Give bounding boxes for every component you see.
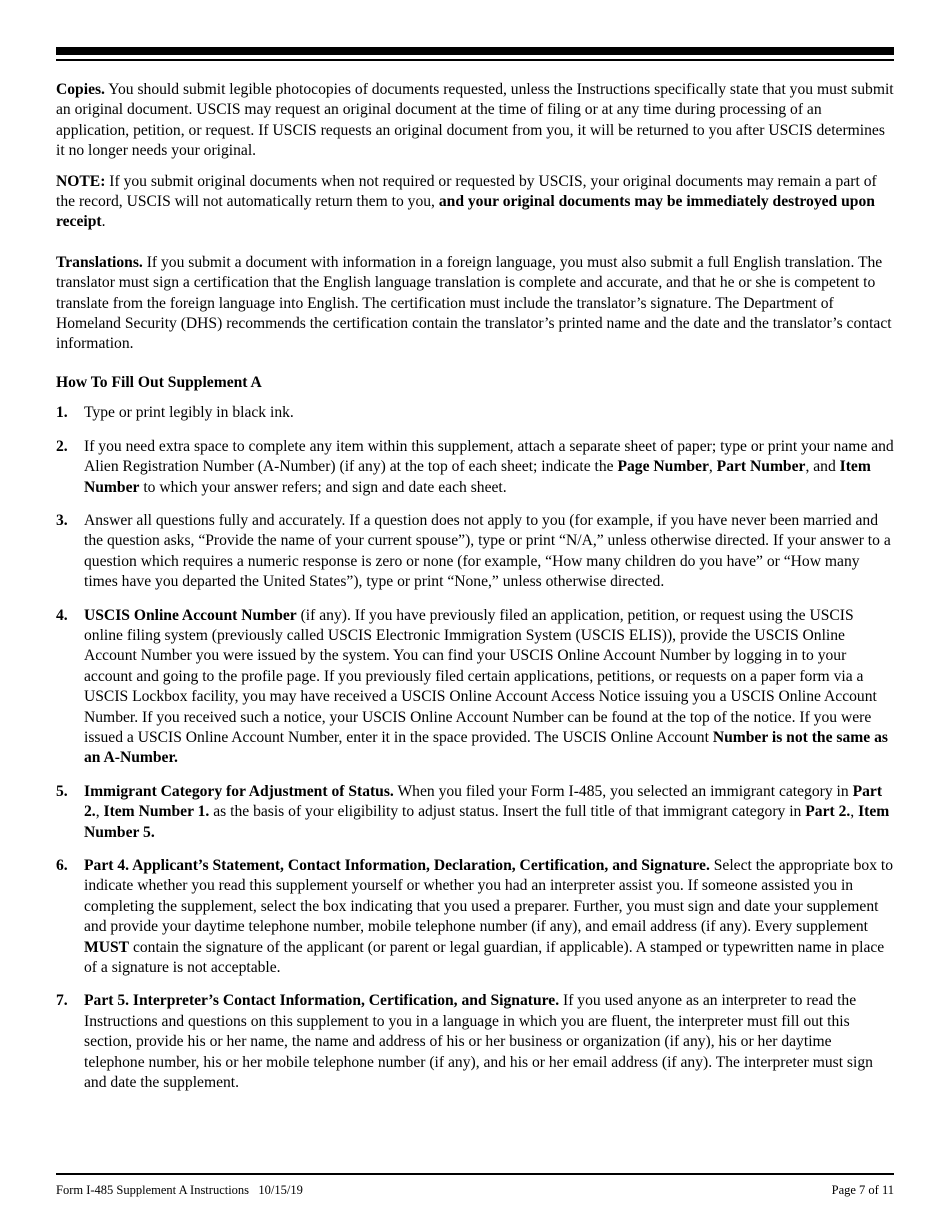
copies-text: You should submit legible photocopies of documents requested, unless the Instructions specifically state that you must submit an original document. USCIS may request an original document at the time of filing or at any time during processing of an application, petition, or request. If USCIS requests an original document from you, it will be returned to you after USCIS determines it no longer needs your original. (56, 81, 894, 160)
item-bold-text: MUST (84, 938, 130, 956)
list-item (56, 856, 894, 978)
item-text: Answer all questions fully and accurately. If a question does not apply to you (for example, if you have never been married and the question asks, “Provide the name of your current spouse”), type or print “N/A,” unless otherwise directed. If your answer to a question which requires a numeric response is zero or none (for example, “How many children do you have” or “How many times have you departed the United States”), type or print “None,” unless otherwise directed. (84, 511, 891, 591)
translations-paragraph (56, 253, 894, 355)
item-text: , (850, 803, 859, 821)
item-number: 7. (56, 992, 68, 1010)
item-text: , (708, 458, 717, 476)
list-item (56, 606, 894, 769)
item-number: 2. (56, 437, 68, 455)
item-text: If you need extra space to complete any item within this supplement, attach a separate sheet of paper; type or print your name and Alien Registration Number (A-Number) (if any) at the top of each sheet; indicate the (84, 437, 894, 476)
list-item (56, 782, 894, 843)
footer-form-id: Form I-485 Supplement A Instructions 10/15/19 (56, 1183, 303, 1197)
item-bold-text: Part Number (716, 458, 806, 476)
list-item (56, 511, 894, 593)
item-text: , (95, 803, 104, 821)
item-text: If you used anyone as an interpreter to read the Instructions and questions on this supplement to you in a language in which you are fluent, the interpreter must fill out this section, provide his or her name, the name and address of his or her business or organization (if any), his or her daytime telephone number, his or her mobile telephone number (if any), and his or her email address (if any). The interpreter must sign and date the supplement. (84, 992, 873, 1092)
item-text: Select the appropriate box to indicate whether you read this supplement yourself or whether you had an interpreter assist you. If someone assisted you in completing the supplement, select the box indicating that you used a preparer. Further, you must sign and date your supplement and provide your daytime telephone number, mobile telephone number (if any), and email address (if any). Every supplement (84, 857, 894, 936)
item-text: to which your answer refers; and sign and date each sheet. (139, 478, 507, 496)
item-bold-text: Part 2. (805, 803, 851, 821)
footer-rule (56, 1173, 894, 1175)
item-bold-text: Item Number 5. (84, 803, 890, 841)
item-bold-text: Part 4. Applicant’s Statement, Contact Information, Declaration, Certification, and Signature. (84, 857, 710, 874)
list-item (56, 991, 894, 1093)
item-bold-text: Immigrant Category for Adjustment of Status. (84, 782, 394, 800)
item-bold-text: Number is not the same as an A-Number. (84, 728, 888, 767)
item-bold-text: Item Number 1. (103, 803, 210, 821)
translations-label: Translations. (56, 253, 143, 271)
translations-text: If you submit a document with information in a foreign language, you must also submit a full English translation. The translator must sign a certification that the English language translation is complete and accurate, and that he or she is competent to translate from the foreign language into English. The certification must include the translator’s signature. The Department of Homeland Security (DHS) recommends the certification contain the translator’s printed name and the date and the translator’s contact information. (56, 253, 892, 353)
item-number: 4. (56, 606, 68, 624)
note-paragraph (56, 172, 894, 233)
item-bold-text: Item Number (84, 458, 871, 496)
note-text: If you submit original documents when not required or requested by USCIS, your original documents may remain a part of the record, USCIS will not automatically return them to you, (56, 172, 877, 211)
item-text: When you filed your Form I-485, you selected an immigrant category in (393, 782, 853, 800)
item-number: 1. (56, 404, 68, 422)
item-text: (if any). If you have previously filed an application, petition, or request using the USCIS online filing system (previously called USCIS Electronic Immigration System (USCIS ELIS)), provide the USCIS Online Account Number you were issued by the system. You can find your USCIS Online Account Number by logging in to your account and going to the profile page. If you previously filed certain applications, petitions, or requests on a paper form via a USCIS Lockbox facility, you may have received a USCIS Online Account Access Notice issuing you a USCIS Online Account Number. If you received such a notice, your USCIS Online Account Number can be found at the top of the notice. If you were issued a USCIS Online Account Number, enter it in the space provided. The USCIS Online Account (84, 606, 877, 746)
item-bold-text: Part 5. Interpreter’s Contact Information, Certification, and Signature. (84, 992, 560, 1010)
note-label: NOTE: (56, 172, 106, 190)
item-text: as the basis of your eligibility to adjust status. Insert the full title of that immigrant category in (209, 803, 806, 821)
how-to-title: How To Fill Out Supplement A (56, 373, 262, 391)
copies-paragraph (56, 80, 894, 162)
item-text: Type or print legibly in black ink. (84, 404, 294, 422)
header-rule-thin (56, 59, 894, 61)
header-rule-thick (56, 47, 894, 55)
item-text: contain the signature of the applicant (or parent or legal guardian, if applicable). A stamped or typewritten name in place of a signature is not acceptable. (84, 938, 885, 977)
item-text: , and (805, 458, 840, 476)
item-number: 3. (56, 511, 68, 529)
note-end: . (101, 213, 106, 231)
document-body (56, 80, 894, 1106)
item-bold-text: Part 2. (84, 782, 883, 821)
page-footer (56, 1183, 894, 1198)
list-item (56, 437, 894, 498)
footer-page-number: Page 7 of 11 (831, 1183, 894, 1197)
item-number: 5. (56, 782, 68, 800)
item-bold-text: Page Number (617, 458, 709, 476)
note-bold-text: and your original documents may be immediately destroyed upon receipt (56, 193, 875, 231)
instruction-list (56, 403, 894, 1093)
item-bold-text: USCIS Online Account Number (84, 606, 297, 624)
item-number: 6. (56, 857, 68, 874)
copies-label: Copies. (56, 81, 105, 98)
list-item (56, 403, 894, 423)
